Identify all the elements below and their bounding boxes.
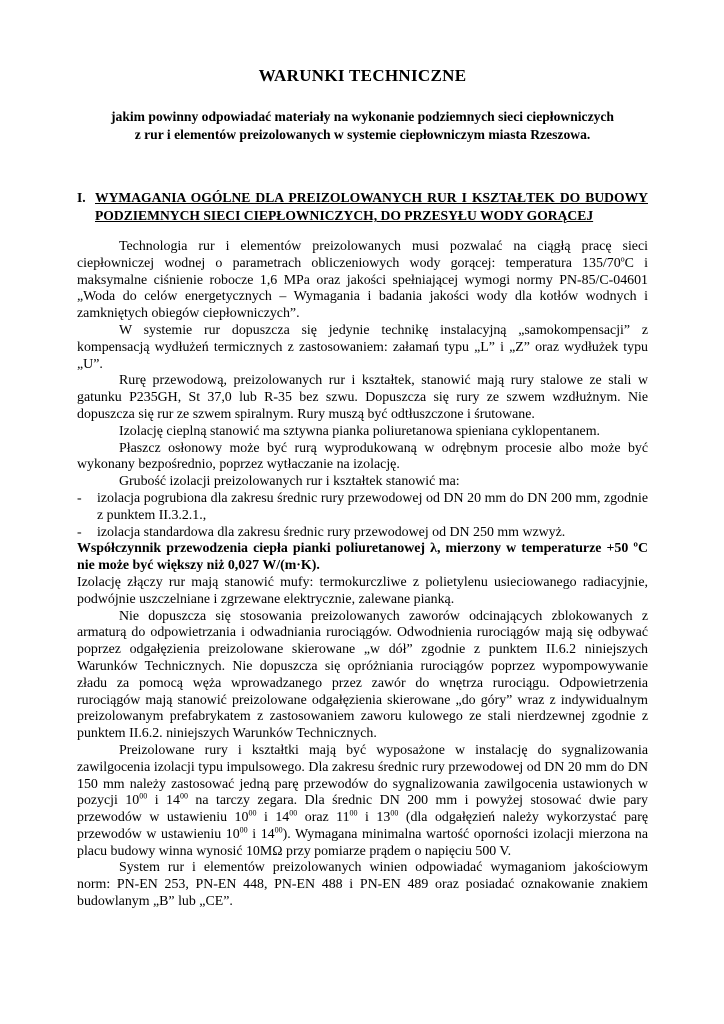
section-title: WYMAGANIA OGÓLNE DLA PREIZOLOWANYCH RUR I KSZTAŁTEK DO BUDOWY PODZIEMNYCH SIECI CIEPŁOWNICZYCH, DO PRZESYŁU WODY GORĄCEJ [95, 190, 648, 223]
paragraph-conductivity: Współczynnik przewodzenia ciepła pianki poliuretanowej λ, mierzony w temperaturze +50 ºC nie może być większy niż 0,027 W/(m·K). [77, 541, 648, 574]
paragraph-thickness: Grubość izolacji preizolowanych rur i kształtek stanowić ma: [119, 474, 460, 490]
paragraph-compensation: W systemie rur dopuszcza się jedynie technikę instalacyjną „samokompensacji” z kompensacją wydłużeń termicznych z zastosowaniem: załamań typu „L” i „Z” oraz wydłużek typu „U”. [77, 322, 648, 372]
subtitle-line-1: jakim powinny odpowiadać materiały na wykonanie podziemnych sieci ciepłowniczych [111, 109, 614, 124]
subtitle-line-2: z rur i elementów preizolowanych w systemie ciepłowniczym miasta Rzeszowa. [134, 127, 591, 142]
list-item: - izolacja standardowa dla zakresu średnic rury przewodowej od DN 250 mm wzwyż. [77, 524, 566, 540]
paragraph-signalling: Preizolowane rury i kształtki mają być wyposażone w instalację do sygnalizowania zawilgocenia izolacji typu impulsowego. Dla zakresu średnic rury przewodowej od DN 20 mm do DN 150 mm należy zastosować jedną parę przewodów do sygnalizowania zawilgocenia ustawionych w pozycji $10^{00}$ i $14^{00}$ na tarczy zegara. Dla średnic DN 200 mm i powyżej stosować dwie pary przewodów w ustawieniu $10^{00}$ i $14^{00}$ oraz $11^{00}$ i $13^{00}$ (dla odgałęzień należy wykorzystać parę przewodów w ustawieniu $10^{00}$ i $14^{00}$). Wymagana minimalna wartość oporności izolacji mierzona na placu budowy winna wynosić 10MΩ przy pomiarze prądem o napięciu 500 V. [77, 742, 648, 859]
list-item: - izolacja pogrubiona dla zakresu średnic rury przewodowej od DN 20 mm do DN 200 mm, zgodnie z punktem II.3.2.1., [77, 490, 648, 523]
paragraph-quality-norms: System rur i elementów preizolowanych winien odpowiadać wymaganiom jakościowym norm: PN-EN 253, PN-EN 448, PN-EN 488 i PN-EN 489 oraz posiadać oznakowanie znakiem budowlanym „B” lub „CE”. [77, 860, 648, 910]
document-page [77, 66, 648, 911]
paragraph-technology: Technologia rur i elementów preizolowanych musi pozwalać na ciągłą pracę sieci ciepłowniczej wodnej o parametrach obliczeniowych wody gorącej: temperatura 135/70$^o$C i maksymalne ciśnienie robocze 1,6 MPa oraz jakości spełniającej wymogi normy PN-85/C-04601 „Woda do celów energetycznych – Wymagania i badania jakości wody dla kotłów wodnych i zamkniętych obiegów ciepłowniczych”. [77, 239, 648, 322]
paragraph-insulation: Izolację cieplną stanowić ma sztywna pianka poliuretanowa spieniana cyklopentanem. [119, 423, 600, 439]
paragraph-valves: Nie dopuszcza się stosowania preizolowanych zaworów odcinających zblokowanych z armaturą do odpowietrzania i odwadniania rurociągów. Odwodnienia rurociągów mają się odbywać poprzez odgałęzienia preizolowane skierowane „w dół” zgodnie z punktem II.6.2 niniejszych Warunków Technicznych. Nie dopuszcza się opróżniania rurociągów poprzez wypompowywanie zładu za pomocą węża wprowadzanego przez zawór do wnętrza rurociągu. Odpowietrzenia rurociągów mają stanowić preizolowane odgałęzienia skierowane „do góry” wraz z indywidualnym preizolowanym prefabrykatem z zastosowaniem zaworu kulowego ze stali nierdzewnej zgodnie z punktem II.6.2. niniejszych Warunków Technicznych. [77, 608, 648, 742]
document-title: WARUNKI TECHNICZNE [258, 66, 467, 85]
section-number: I. [77, 190, 86, 205]
paragraph-steel-pipe: Rurę przewodową, preizolowanych rur i kształtek, stanowić mają rury stalowe ze stali w gatunku P235GH, St 37,0 lub R-35 bez szwu. Dopuszcza się rury ze szwem wzdłużnym. Nie dopuszcza się rur ze szwem spiralnym. Rury muszą być odtłuszczone i śrutowane. [77, 373, 648, 422]
paragraph-joints: Izolację złączy rur mają stanowić mufy: termokurczliwe z polietylenu usieciowanego radiacyjnie, podwójnie uszczelniane i zgrzewane elektrycznie, zalewane pianką. [77, 574, 648, 607]
section-heading [77, 189, 648, 225]
paragraph-jacket: Płaszcz osłonowy może być rurą wyprodukowaną w odrębnym procesie albo może być wykonany bezpośrednio, poprzez wytłaczanie na izolację. [77, 440, 648, 473]
